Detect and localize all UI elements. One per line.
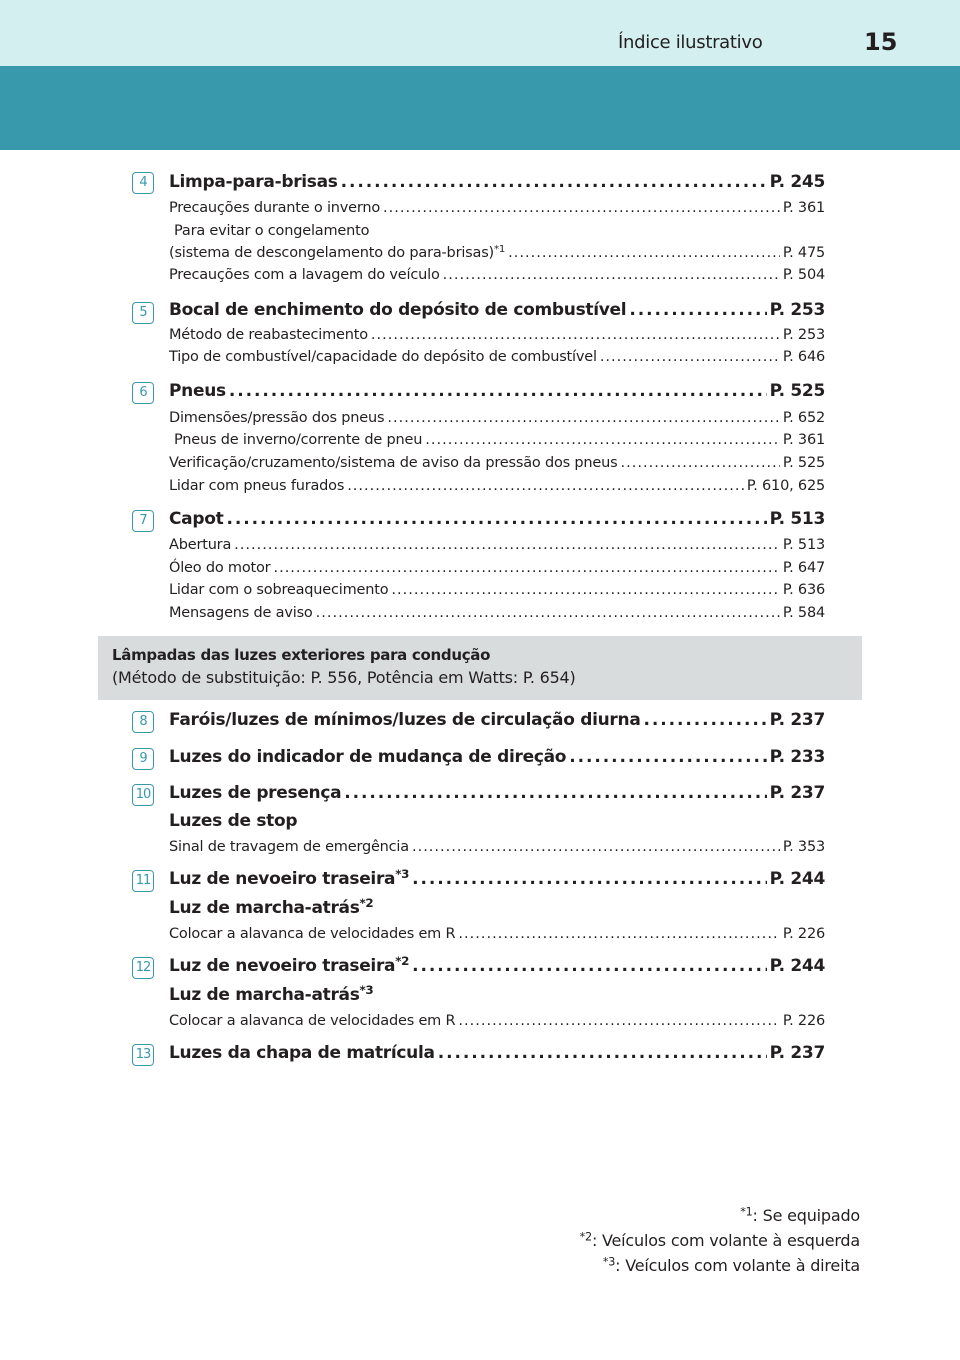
page-ref[interactable]: P. 513 (782, 537, 825, 553)
entry-label: Capot (169, 509, 224, 529)
entry-label: Luzes da chapa de matrícula (169, 1043, 435, 1063)
sub-entry[interactable] (169, 455, 825, 471)
page-ref[interactable]: P. 253 (782, 327, 825, 343)
page-ref[interactable]: P. 513 (769, 509, 825, 529)
box-subtitle: (Método de substituição: P. 556, Potência em Watts: P. 654) (112, 668, 576, 687)
sub-label: Tipo de combustível/capacidade do depósito de combustível (169, 349, 597, 365)
exterior-lights-box (98, 636, 862, 700)
page-ref[interactable]: P. 636 (782, 582, 825, 598)
sub-entry[interactable] (169, 478, 825, 494)
page-ref[interactable]: P. 525 (769, 381, 825, 401)
sub-entry[interactable] (174, 432, 825, 448)
sub-label: Pneus de inverno/corrente de pneu (174, 432, 423, 448)
callout-badge-10: 10 (132, 784, 154, 806)
footnote-text: : Veículos com volante à direita (615, 1256, 860, 1275)
sub-entry[interactable] (169, 200, 825, 216)
page-ref[interactable]: P. 504 (782, 267, 825, 283)
entry-wipers[interactable] (169, 172, 825, 192)
page-ref[interactable]: P. 245 (769, 172, 825, 192)
callout-badge-8: 8 (132, 711, 154, 733)
entry-rear-fog[interactable] (169, 869, 825, 889)
page-ref[interactable]: P. 353 (782, 839, 825, 855)
sub-label: Lidar com pneus furados (169, 478, 345, 494)
sub-entry[interactable] (169, 926, 825, 942)
page-ref[interactable]: P. 244 (769, 869, 825, 889)
callout-badge-5: 5 (132, 302, 154, 324)
entry-headlights[interactable] (169, 710, 825, 730)
entry-license-plate[interactable] (169, 1043, 825, 1063)
page-ref[interactable]: P. 610, 625 (746, 478, 825, 494)
page-ref[interactable]: P. 226 (782, 1013, 825, 1029)
footnote-mark: *2 (359, 896, 374, 911)
page-ref[interactable]: P. 584 (782, 605, 825, 621)
callout-badge-6: 6 (132, 382, 154, 404)
page-ref[interactable]: P. 646 (782, 349, 825, 365)
callout-badge-12: 12 (132, 957, 154, 979)
header-band (0, 0, 960, 66)
entry-label: Luzes do indicador de mudança de direção (169, 747, 567, 767)
entry-rear-fog-alt[interactable] (169, 956, 825, 976)
sub-label: Óleo do motor (169, 560, 271, 576)
entry-tail-lights[interactable] (169, 783, 825, 803)
entry-heading (169, 985, 825, 1005)
sub-entry-text (174, 223, 830, 239)
page-ref[interactable]: P. 361 (782, 200, 825, 216)
entry-tires[interactable] (169, 381, 825, 401)
page-header-title: Índice ilustrativo (618, 32, 763, 53)
sub-entry[interactable] (169, 605, 825, 621)
sub-label: Método de reabastecimento (169, 327, 368, 343)
sub-entry[interactable] (169, 1013, 825, 1029)
sub-entry[interactable] (169, 537, 825, 553)
entry-heading (169, 811, 825, 831)
entry-label: Limpa-para-brisas (169, 172, 338, 192)
footnote-mark: *3 (359, 983, 374, 998)
entry-hood[interactable] (169, 509, 825, 529)
callout-badge-11: 11 (132, 870, 154, 892)
page-ref[interactable]: P. 361 (782, 432, 825, 448)
page-ref[interactable]: P. 253 (769, 300, 825, 320)
entry-label: Luz de marcha-atrás (169, 898, 360, 918)
entry-label: Luz de marcha-atrás (169, 985, 360, 1005)
page-ref[interactable]: P. 244 (769, 956, 825, 976)
page-ref[interactable]: P. 233 (769, 747, 825, 767)
footnote-2 (580, 1228, 860, 1253)
footnote-mark: *1 (740, 1205, 753, 1219)
page-ref[interactable]: P. 237 (769, 783, 825, 803)
callout-badge-4: 4 (132, 172, 154, 194)
footnote-mark: *1 (494, 243, 506, 255)
footnotes (580, 1203, 860, 1278)
entry-label: Faróis/luzes de mínimos/luzes de circulação diurna (169, 710, 641, 730)
footnote-mark: *2 (579, 1230, 592, 1244)
entry-label: Luz de nevoeiro traseira (169, 956, 396, 976)
sub-label: Sinal de travagem de emergência (169, 839, 409, 855)
footnote-mark: *3 (602, 1255, 616, 1269)
page-ref[interactable]: P. 652 (782, 410, 825, 426)
sub-entry[interactable] (169, 267, 825, 283)
entry-label: Bocal de enchimento do depósito de combustível (169, 300, 627, 320)
illustration-band (0, 66, 960, 150)
sub-label: Para evitar o congelamento (174, 223, 370, 239)
entry-heading (169, 898, 825, 918)
sub-label: Colocar a alavanca de velocidades em R (169, 926, 456, 942)
page-number: 15 (864, 28, 898, 56)
page-ref[interactable]: P. 237 (769, 1043, 825, 1063)
sub-label: Abertura (169, 537, 232, 553)
callout-badge-7: 7 (132, 510, 154, 532)
sub-entry[interactable] (169, 245, 825, 261)
footnote-mark: *3 (395, 867, 410, 882)
callout-badge-13: 13 (132, 1044, 154, 1066)
entry-label: Luzes de presença (169, 783, 342, 803)
sub-entry[interactable] (169, 327, 825, 343)
sub-entry[interactable] (169, 582, 825, 598)
sub-entry[interactable] (169, 839, 825, 855)
page-ref[interactable]: P. 237 (769, 710, 825, 730)
footnote-text: : Se equipado (752, 1206, 860, 1225)
page-ref[interactable]: P. 226 (782, 926, 825, 942)
sub-label: Colocar a alavanca de velocidades em R (169, 1013, 456, 1029)
sub-entry[interactable] (169, 349, 825, 365)
sub-label: Precauções com a lavagem do veículo (169, 267, 440, 283)
footnote-text: : Veículos com volante à esquerda (591, 1231, 860, 1250)
sub-label: Verificação/cruzamento/sistema de aviso da pressão dos pneus (169, 455, 618, 471)
box-title: Lâmpadas das luzes exteriores para condução (112, 646, 491, 664)
sub-label: Dimensões/pressão dos pneus (169, 410, 385, 426)
page-ref[interactable]: P. 647 (782, 560, 825, 576)
footnote-1 (580, 1203, 860, 1228)
sub-entry[interactable] (169, 560, 825, 576)
sub-entry[interactable] (169, 410, 825, 426)
sub-label: (sistema de descongelamento do para-brisas) (169, 245, 495, 261)
sub-label: Precauções durante o inverno (169, 200, 381, 216)
footnote-3 (580, 1253, 860, 1278)
sub-label: Mensagens de aviso (169, 605, 313, 621)
footnote-mark: *2 (395, 954, 410, 969)
page-ref[interactable]: P. 525 (782, 455, 825, 471)
entry-label: Luz de nevoeiro traseira (169, 869, 396, 889)
callout-badge-9: 9 (132, 748, 154, 770)
entry-fuel-filler[interactable] (169, 300, 825, 320)
page-ref[interactable]: P. 475 (782, 245, 825, 261)
entry-label: Pneus (169, 381, 226, 401)
sub-label: Lidar com o sobreaquecimento (169, 582, 389, 598)
entry-label: Luzes de stop (169, 811, 298, 831)
entry-turn-signals[interactable] (169, 747, 825, 767)
